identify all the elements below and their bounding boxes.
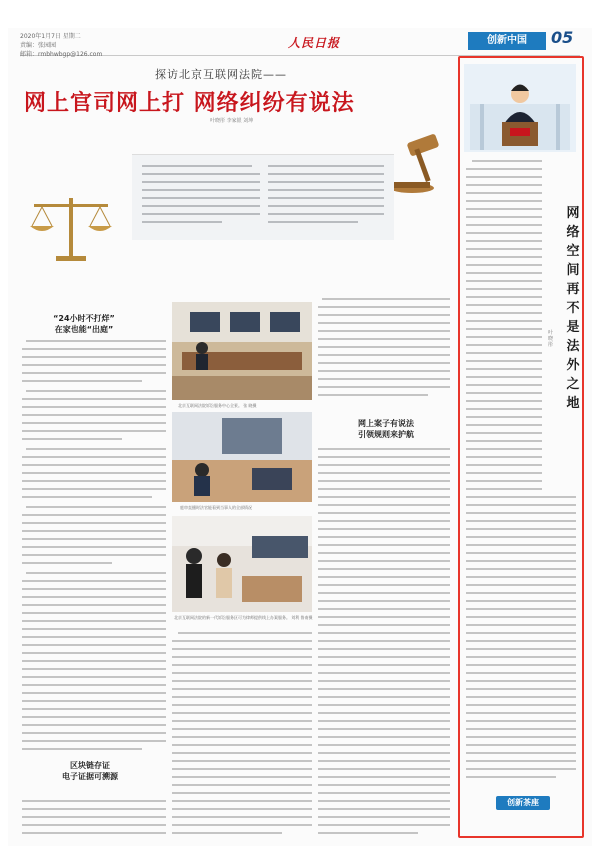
photo-lawyer-service (172, 516, 312, 612)
photo-caption-one: 北京互联网法院诉讼服务中心全景。 张 晓摄 (178, 403, 257, 408)
hero-illustration (24, 130, 454, 270)
courtroom-screens-image (172, 302, 312, 400)
photo-hearing (172, 412, 312, 502)
photo-caption-two: 庭审直播时法官能看到当事人的全部情况 (180, 505, 252, 510)
masthead (20, 30, 580, 56)
subhead-third: 区块链存证 电子证据可溯源 (62, 761, 118, 781)
lawyer-service-image (172, 516, 312, 612)
article-kicker: 探访北京互联网法院—— (155, 68, 287, 81)
column-badge: 创新茶座 (496, 796, 550, 810)
section-tag: 创新中国 (468, 32, 546, 50)
scales-of-justice-icon (24, 190, 119, 270)
intro-text-block (132, 154, 394, 240)
commentary-title: 网络空间再不是法外之地 (566, 206, 580, 411)
editor-line: 责编：张园园 (20, 42, 57, 49)
photo-caption-three: 北京互联网法院的新一代诉讼服务区可为律师提供线上办案服务。 刘利 鲁南摄 (174, 615, 313, 620)
gavel-icon (386, 130, 456, 200)
date-line: 2020年1月7日 星期二 (20, 33, 81, 40)
subhead-second: 网上案子有说法 引领规则来护航 (358, 419, 414, 439)
hearing-room-image (172, 412, 312, 502)
subhead-first: “24小时不打烊” 在家也能“出庭” (53, 314, 115, 334)
masthead-meta (20, 32, 102, 59)
judge-illustration (464, 64, 576, 152)
commentary-author: 叶晓彤 (548, 330, 554, 348)
article-byline: 叶晓彤 李家银 刘坤 (210, 118, 254, 124)
newspaper-logo: 人民日报 (288, 36, 341, 50)
email-line: 邮箱：rmbhwbgp@126.com (20, 51, 103, 58)
page-number: 05 (551, 28, 574, 47)
photo-service-center (172, 302, 312, 400)
article-headline: 网上官司网上打 网络纠纷有说法 (24, 90, 355, 116)
